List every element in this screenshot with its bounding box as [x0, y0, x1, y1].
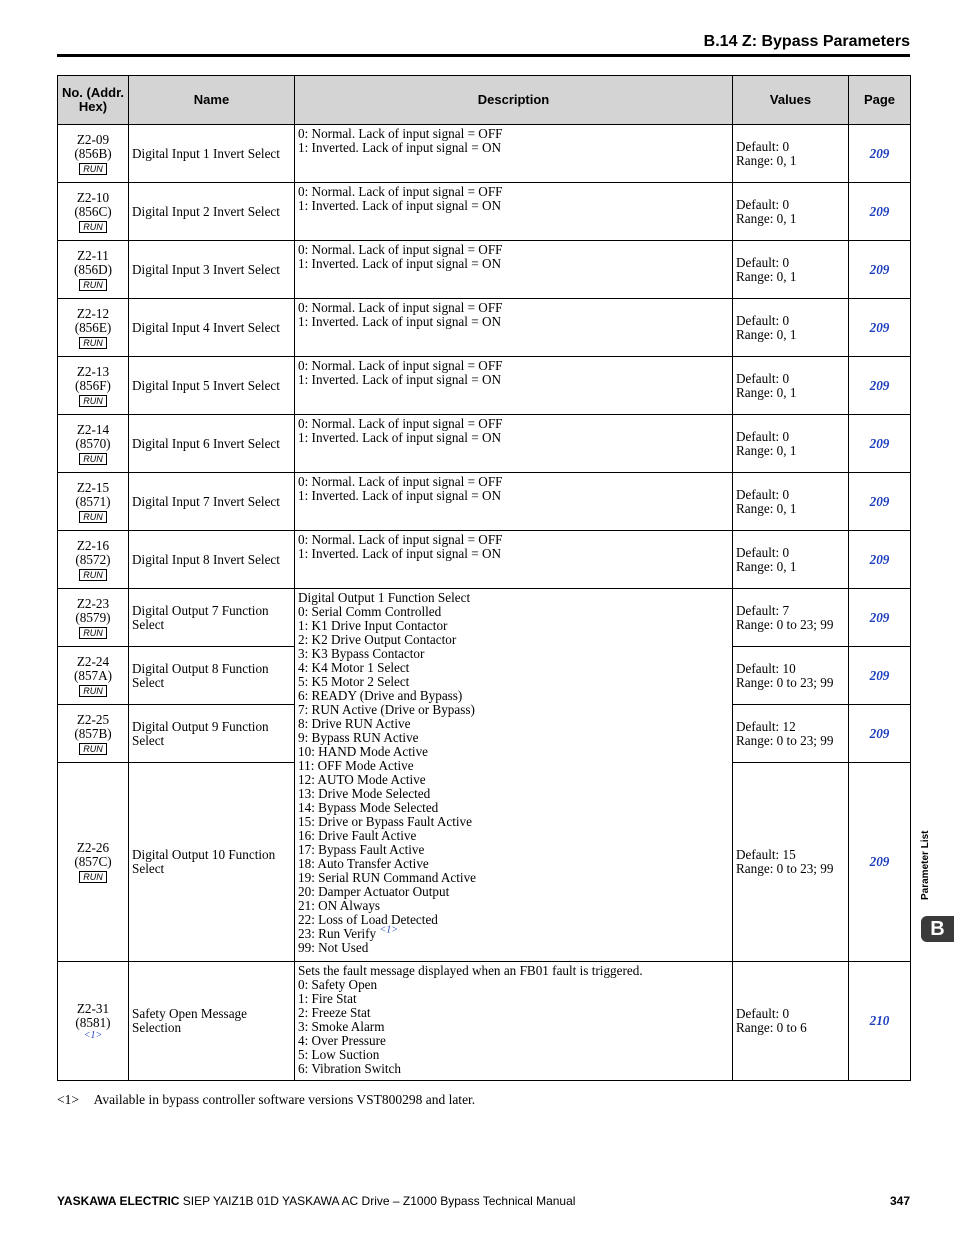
page-link[interactable]: 209 — [869, 551, 890, 567]
footnote — [57, 1092, 475, 1108]
table-row — [58, 241, 911, 299]
col-header-values: Values — [733, 76, 849, 125]
output-function-description — [295, 589, 733, 962]
values-cell — [733, 299, 849, 357]
col-header-description: Description — [295, 76, 733, 125]
default-value: Default: 0 — [736, 1006, 790, 1021]
description-line: 1: K1 Drive Input Contactor — [298, 618, 448, 633]
run-access-badge: RUN — [79, 569, 107, 581]
page-link[interactable]: 209 — [869, 493, 890, 509]
description-line: 2: K2 Drive Output Contactor — [298, 632, 457, 647]
param-description — [295, 241, 733, 299]
param-number: Z2-31 — [76, 1000, 110, 1016]
page-cell — [849, 357, 911, 415]
page-footer — [57, 1194, 910, 1208]
page-link[interactable]: 210 — [869, 1013, 890, 1028]
value-range: Range: 0, 1 — [736, 210, 797, 226]
param-number: Z2-11 — [77, 247, 109, 263]
page-link[interactable]: 209 — [869, 203, 890, 219]
page-cell — [849, 299, 911, 357]
param-number-cell — [58, 125, 129, 183]
param-address: (8570) — [75, 435, 111, 451]
value-range: Range: 0, 1 — [736, 268, 797, 284]
param-address: (8572) — [75, 551, 111, 567]
page-link[interactable]: 209 — [869, 854, 890, 869]
description-line: 3: K3 Bypass Contactor — [298, 646, 425, 661]
footnote-text: Available in bypass controller software versions VST800298 and later. — [93, 1092, 476, 1107]
default-value: Default: 0 — [736, 138, 790, 154]
run-access-badge: RUN — [79, 221, 107, 233]
param-number: Z2-15 — [76, 479, 110, 495]
default-value: Default: 15 — [736, 847, 796, 862]
description-line: 1: Fire Stat — [298, 991, 357, 1006]
value-range: Range: 0, 1 — [736, 384, 797, 400]
description-line: 3: Smoke Alarm — [298, 1019, 385, 1034]
description-line: 15: Drive or Bypass Fault Active — [298, 814, 472, 829]
param-number-cell — [58, 705, 129, 763]
param-number-cell — [58, 415, 129, 473]
description-line: 0: Normal. Lack of input signal = OFF — [298, 242, 503, 257]
description-line: 1: Inverted. Lack of input signal = ON — [298, 546, 502, 561]
param-number-cell — [58, 241, 129, 299]
description-line: 1: Inverted. Lack of input signal = ON — [298, 430, 502, 445]
footer-doc: SIEP YAIZ1B 01D YASKAWA AC Drive – Z1000 Bypass Technical Manual — [179, 1194, 576, 1208]
param-number: Z2-14 — [76, 421, 110, 437]
run-access-badge: RUN — [79, 685, 107, 697]
run-access-badge: RUN — [79, 743, 107, 755]
description-line: 0: Normal. Lack of input signal = OFF — [298, 474, 503, 489]
table-header-row — [58, 76, 911, 125]
param-name: Digital Output 7 Function Select — [129, 589, 295, 647]
param-description — [295, 415, 733, 473]
page-cell — [849, 962, 911, 1081]
description-line: 14: Bypass Mode Selected — [298, 800, 439, 815]
param-description — [295, 531, 733, 589]
description-line: 18: Auto Transfer Active — [298, 856, 429, 871]
description-line: 0: Safety Open — [298, 977, 378, 992]
value-range: Range: 0, 1 — [736, 500, 797, 516]
description-line: 7: RUN Active (Drive or Bypass) — [298, 702, 475, 717]
param-address: (8581) — [75, 1014, 111, 1030]
description-line: 1: Inverted. Lack of input signal = ON — [298, 488, 502, 503]
description-line: 1: Inverted. Lack of input signal = ON — [298, 314, 502, 329]
table-row — [58, 589, 911, 647]
values-cell — [733, 415, 849, 473]
value-range: Range: 0 to 23; 99 — [736, 616, 834, 632]
param-number-cell — [58, 531, 129, 589]
param-number: Z2-13 — [76, 363, 110, 379]
table-row — [58, 531, 911, 589]
param-name: Digital Output 10 Function Select — [129, 763, 295, 962]
description-line: 1: Inverted. Lack of input signal = ON — [298, 372, 502, 387]
footnote-ref-link[interactable]: <1> — [379, 924, 398, 936]
table-row — [58, 183, 911, 241]
param-name: Digital Input 6 Invert Select — [129, 415, 295, 473]
values-cell — [733, 473, 849, 531]
param-description — [295, 357, 733, 415]
page-cell — [849, 763, 911, 962]
param-address: (856B) — [74, 145, 112, 161]
param-address: (857C) — [74, 854, 112, 869]
default-value: Default: 0 — [736, 312, 790, 328]
page-link[interactable]: 209 — [869, 145, 890, 161]
table-body — [58, 125, 911, 1081]
description-line: 0: Serial Comm Controlled — [298, 604, 442, 619]
param-number: Z2-09 — [76, 131, 110, 147]
description-line: 1: Inverted. Lack of input signal = ON — [298, 140, 502, 155]
page-cell — [849, 241, 911, 299]
param-address: (856E) — [74, 319, 112, 335]
default-value: Default: 0 — [736, 254, 790, 270]
description-line: 1: Inverted. Lack of input signal = ON — [298, 256, 502, 271]
table-row — [58, 357, 911, 415]
param-name: Digital Input 4 Invert Select — [129, 299, 295, 357]
param-number: Z2-24 — [76, 653, 110, 669]
param-description — [295, 473, 733, 531]
description-line: 12: AUTO Mode Active — [298, 772, 426, 787]
param-number: Z2-12 — [76, 305, 110, 321]
param-address: (856C) — [74, 203, 112, 219]
footer-brand: YASKAWA ELECTRIC — [57, 1194, 180, 1208]
page-link[interactable]: 209 — [869, 377, 890, 393]
page-link[interactable]: 209 — [869, 261, 890, 277]
values-cell — [733, 183, 849, 241]
description-line: 8: Drive RUN Active — [298, 716, 411, 731]
description-text: 23: Run Verify — [298, 926, 377, 941]
param-number-cell — [58, 357, 129, 415]
value-range: Range: 0, 1 — [736, 326, 797, 342]
page-cell — [849, 125, 911, 183]
values-cell — [733, 241, 849, 299]
param-name: Digital Input 2 Invert Select — [129, 183, 295, 241]
param-number: Z2-26 — [76, 840, 110, 855]
param-number: Z2-23 — [76, 595, 110, 611]
description-line-with-note — [298, 924, 729, 941]
default-value: Default: 0 — [736, 428, 790, 444]
description-line: 13: Drive Mode Selected — [298, 786, 431, 801]
param-name: Digital Input 1 Invert Select — [129, 125, 295, 183]
param-address: (8579) — [75, 609, 111, 625]
description-line: 6: READY (Drive and Bypass) — [298, 688, 463, 703]
page-cell — [849, 531, 911, 589]
param-number-cell — [58, 763, 129, 962]
table-row — [58, 125, 911, 183]
page-cell — [849, 473, 911, 531]
default-value: Default: 0 — [736, 486, 790, 502]
run-access-badge: RUN — [79, 279, 107, 291]
param-number-cell — [58, 962, 129, 1081]
run-access-badge: RUN — [79, 453, 107, 465]
description-line: 0: Normal. Lack of input signal = OFF — [298, 300, 503, 315]
value-range: Range: 0 to 6 — [736, 1020, 807, 1035]
param-name: Digital Input 8 Invert Select — [129, 531, 295, 589]
page-link[interactable]: 209 — [869, 725, 890, 741]
param-name: Safety Open Message Selection — [129, 962, 295, 1081]
default-value: Default: 0 — [736, 544, 790, 560]
description-line: 1: Inverted. Lack of input signal = ON — [298, 198, 502, 213]
description-line: 20: Damper Actuator Output — [298, 884, 450, 899]
appendix-tab[interactable]: B — [921, 916, 954, 942]
description-line: 21: ON Always — [298, 898, 381, 913]
page-link[interactable]: 209 — [869, 319, 890, 335]
param-number-cell — [58, 473, 129, 531]
page-number: 347 — [889, 1194, 910, 1208]
col-header-page: Page — [849, 76, 911, 125]
description-line: 0: Normal. Lack of input signal = OFF — [298, 358, 503, 373]
values-cell — [733, 589, 849, 647]
footnote-ref-link[interactable]: <1> — [83, 1029, 103, 1041]
run-access-badge: RUN — [79, 337, 107, 349]
values-cell — [733, 357, 849, 415]
param-address: (856D) — [73, 261, 113, 277]
param-name: Digital Input 7 Invert Select — [129, 473, 295, 531]
description-line: 10: HAND Mode Active — [298, 744, 429, 759]
footnote-mark: <1> — [57, 1092, 79, 1107]
description-line: 11: OFF Mode Active — [298, 758, 414, 773]
value-range: Range: 0, 1 — [736, 442, 797, 458]
table-row — [58, 299, 911, 357]
table-row — [58, 473, 911, 531]
param-number: Z2-16 — [76, 537, 110, 553]
value-range: Range: 0 to 23; 99 — [736, 732, 834, 748]
run-access-badge: RUN — [79, 395, 107, 407]
values-cell — [733, 705, 849, 763]
param-number-cell — [58, 589, 129, 647]
run-access-badge: RUN — [79, 627, 107, 639]
page-link[interactable]: 209 — [869, 609, 890, 625]
page-cell — [849, 589, 911, 647]
description-line: 4: K4 Motor 1 Select — [298, 660, 410, 675]
description-line: 19: Serial RUN Command Active — [298, 870, 477, 885]
parameter-table — [57, 75, 911, 1081]
param-name: Digital Output 9 Function Select — [129, 705, 295, 763]
param-address: (856F) — [75, 377, 111, 393]
default-value: Default: 10 — [736, 660, 796, 676]
param-number-cell — [58, 183, 129, 241]
default-value: Default: 7 — [736, 602, 790, 618]
param-name: Digital Input 5 Invert Select — [129, 357, 295, 415]
table-row — [58, 415, 911, 473]
value-range: Range: 0, 1 — [736, 558, 797, 574]
param-address: (857B) — [74, 725, 112, 741]
param-address: (8571) — [75, 493, 111, 509]
description-line: 5: K5 Motor 2 Select — [298, 674, 410, 689]
param-number: Z2-10 — [76, 189, 110, 205]
param-description — [295, 125, 733, 183]
default-value: Default: 0 — [736, 196, 790, 212]
values-cell — [733, 647, 849, 705]
run-access-badge: RUN — [79, 871, 107, 883]
description-line: 0: Normal. Lack of input signal = OFF — [298, 416, 503, 431]
param-number-cell — [58, 647, 129, 705]
run-access-badge: RUN — [79, 511, 107, 523]
description-line: 16: Drive Fault Active — [298, 828, 417, 843]
page-cell — [849, 183, 911, 241]
param-description — [295, 962, 733, 1081]
param-number-cell — [58, 299, 129, 357]
description-line: 0: Normal. Lack of input signal = OFF — [298, 184, 503, 199]
values-cell — [733, 531, 849, 589]
values-cell — [733, 763, 849, 962]
param-name: Digital Output 8 Function Select — [129, 647, 295, 705]
description-line: 2: Freeze Stat — [298, 1005, 371, 1020]
run-access-badge: RUN — [79, 163, 107, 175]
page-link[interactable]: 209 — [869, 435, 890, 451]
section-title: B.14 Z: Bypass Parameters — [703, 33, 910, 50]
description-line: 6: Vibration Switch — [298, 1061, 401, 1076]
side-section-label: Parameter List — [920, 830, 931, 900]
default-value: Default: 0 — [736, 370, 790, 386]
page-cell — [849, 647, 911, 705]
description-line: 4: Over Pressure — [298, 1033, 386, 1048]
values-cell — [733, 962, 849, 1081]
param-address: (857A) — [73, 667, 113, 683]
header-rule — [57, 54, 910, 57]
values-cell — [733, 125, 849, 183]
param-description — [295, 183, 733, 241]
description-line: 0: Normal. Lack of input signal = OFF — [298, 126, 503, 141]
description-line: Sets the fault message displayed when an FB01 fault is triggered. — [298, 963, 643, 978]
param-name: Digital Input 3 Invert Select — [129, 241, 295, 299]
value-range: Range: 0, 1 — [736, 152, 797, 168]
description-line: 22: Loss of Load Detected — [298, 912, 438, 927]
description-line: 17: Bypass Fault Active — [298, 842, 425, 857]
description-line: 99: Not Used — [298, 940, 369, 955]
description-line: 9: Bypass RUN Active — [298, 730, 419, 745]
value-range: Range: 0 to 23; 99 — [736, 861, 834, 876]
table-row — [58, 962, 911, 1081]
description-line: 5: Low Suction — [298, 1047, 380, 1062]
param-description — [295, 299, 733, 357]
param-number: Z2-25 — [76, 711, 110, 727]
page-cell — [849, 705, 911, 763]
page-link[interactable]: 209 — [869, 667, 890, 683]
value-range: Range: 0 to 23; 99 — [736, 674, 834, 690]
col-header-name: Name — [129, 76, 295, 125]
page-cell — [849, 415, 911, 473]
col-header-no: No. (Addr. Hex) — [58, 76, 129, 125]
default-value: Default: 12 — [736, 718, 796, 734]
description-line: 0: Normal. Lack of input signal = OFF — [298, 532, 503, 547]
description-line: Digital Output 1 Function Select — [298, 590, 471, 605]
